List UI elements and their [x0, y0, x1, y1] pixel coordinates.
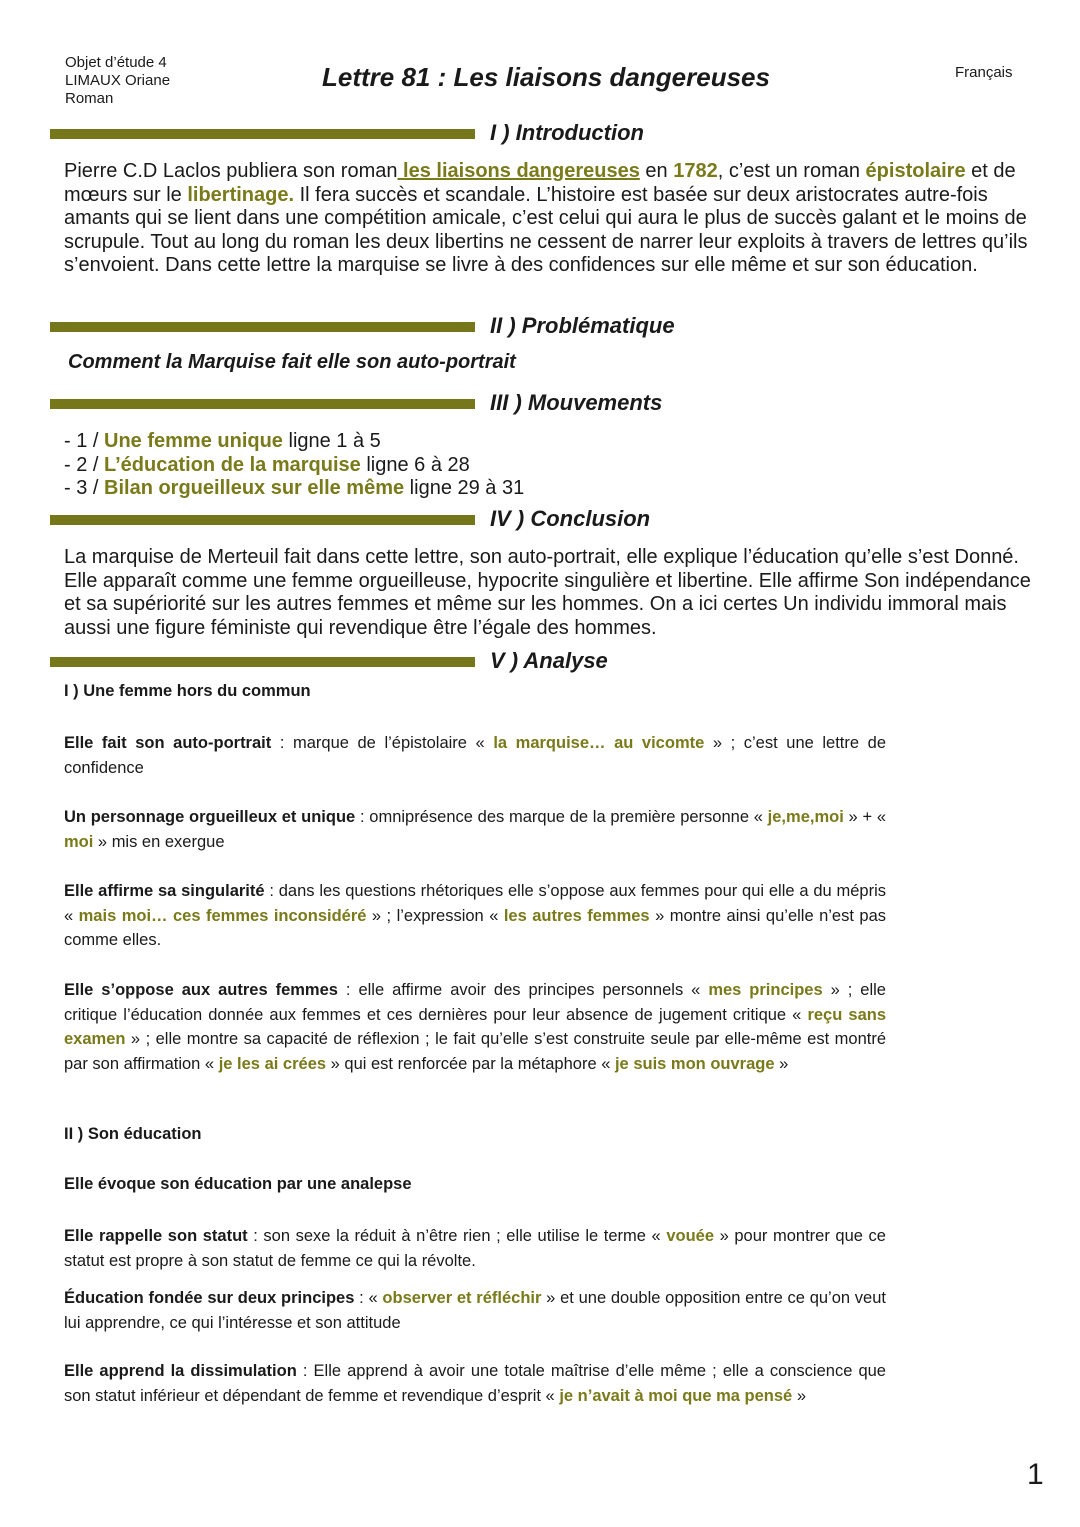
movement-lines: ligne 6 à 28 [360, 453, 470, 476]
section-bar [50, 515, 475, 525]
intro-text: , c’est un roman [717, 160, 866, 182]
page-title: Lettre 81 : Les liaisons dangereuses [322, 62, 770, 92]
movement-title: Une femme unique [104, 430, 283, 452]
point-text: » [774, 1054, 789, 1073]
section-title: III ) Mouvements [490, 390, 663, 415]
analysis-point [64, 879, 886, 953]
movement-title: Bilan orgueilleux sur elle même [104, 477, 405, 499]
point-quote: moi [64, 832, 94, 851]
movement-prefix: - 1 / [64, 430, 105, 452]
point-text: : elle affirme avoir des principes personnels « [337, 981, 709, 999]
point-text: : omniprésence des marque de la première personne « [355, 808, 768, 826]
point-text: » ; c’est une lettre de confidence [64, 734, 886, 777]
point-text: » pour montrer que ce statut est propre à son statut de femme ce qui la révolte. [64, 1227, 886, 1270]
analysis-point [64, 1359, 886, 1408]
point-text: » montre ainsi qu’elle n’est pas comme elles. [64, 906, 887, 949]
point-quote: je les ai crées [218, 1054, 327, 1073]
point-heading: Elle s’oppose aux autres femmes [64, 981, 338, 999]
intro-highlight-theme: libertinage. [187, 183, 295, 206]
point-quote: je suis mon ouvrage [614, 1054, 775, 1073]
intro-text: en [639, 160, 674, 182]
point-text: : son sexe la réduit à n’être rien ; elle utilise le terme « [247, 1227, 667, 1245]
point-text: » + « [843, 808, 886, 826]
point-text: » ; elle montre sa capacité de réflexion ; le fait qu’elle s’est construite seule par elle-même est montré par son affirmation « [64, 1030, 886, 1073]
intro-highlight-title: les liaisons dangereuses [397, 160, 640, 182]
point-text: » mis en exergue [93, 832, 225, 851]
section-bar [50, 399, 475, 409]
point-text: » et une double opposition entre ce qu’on veut lui apprendre, ce qui l’intéresse et son attitude [64, 1289, 886, 1332]
movement-item [64, 454, 470, 478]
meta-author: LIMAUX Oriane [65, 72, 171, 89]
section-bar [50, 657, 475, 667]
movement-item [64, 430, 381, 454]
point-heading: Elle rappelle son statut [64, 1227, 248, 1245]
analysis-point [64, 978, 886, 1076]
point-quote: je n’avait à moi que ma pensé [559, 1386, 793, 1405]
point-heading: Éducation fondée sur deux principes [64, 1289, 355, 1307]
intro-text: Il fera succès et scandale. L’histoire est basée sur deux aristocrates autre-fois amants qui se lient dans une compétition amicale, c’est celui qui aura le plus de succès galant et le moins de scrupule. Tout au long du roman les deux libertins ne cessent de narrer leur exploits à travers de lettres qu’ils s’envoient. Dans cette lettre la marquise se livre à des confidences sur elle même et sur son éducation. [64, 183, 1028, 276]
point-text: : « [354, 1289, 383, 1307]
analysis-point [64, 731, 886, 780]
intro-highlight-genre: épistolaire [865, 160, 966, 182]
point-quote: observer et réfléchir [382, 1289, 542, 1307]
analysis-point [64, 1224, 886, 1273]
section-title: IV ) Conclusion [490, 506, 651, 531]
point-heading: Elle fait son auto-portrait [64, 734, 272, 752]
point-quote: la marquise… au vicomte [493, 734, 705, 752]
section-title: I ) Introduction [490, 120, 644, 145]
point-quote: mais moi… ces femmes inconsidéré [78, 906, 367, 925]
document-meta [65, 54, 170, 108]
analysis-point [64, 805, 886, 854]
analysis-point [64, 1286, 886, 1335]
intro-highlight-year: 1782 [673, 160, 718, 182]
section-title: II ) Problématique [490, 313, 675, 338]
introduction-paragraph [64, 160, 1044, 278]
point-text: » ; l’expression « [366, 906, 504, 925]
page-number: 1 [1027, 1458, 1044, 1491]
analysis-part-title: II ) Son éducation [64, 1125, 202, 1143]
section-bar [50, 129, 475, 139]
movement-prefix: - 2 / [64, 453, 105, 476]
section-bar [50, 322, 475, 332]
analysis-point-heading: Elle évoque son éducation par une analepse [64, 1175, 412, 1193]
point-quote: reçu sans examen [64, 1005, 886, 1048]
point-text: » qui est renforcée par la métaphore « [326, 1054, 615, 1073]
point-text: : marque de l’épistolaire « [271, 734, 494, 752]
point-text: » ; elle critique l’éducation donnée aux femmes et ces dernières pour leur absence de jugement critique « [64, 981, 886, 1024]
point-heading: Elle affirme sa singularité [64, 882, 265, 900]
point-quote: mes principes [708, 981, 823, 999]
point-quote: les autres femmes [503, 906, 650, 925]
meta-genre: Roman [65, 90, 114, 107]
point-text: : Elle apprend à avoir une totale maîtrise d’elle même ; elle a conscience que son statut inférieur et dépendant de femme et revendique d’esprit « [64, 1362, 886, 1405]
point-quote: je,me,moi [767, 808, 844, 826]
meta-study-object: Objet d’étude 4 [65, 54, 167, 71]
problematic-question: Comment la Marquise fait elle son auto-portrait [68, 351, 516, 373]
movement-lines: ligne 29 à 31 [404, 477, 525, 499]
movement-lines: ligne 1 à 5 [282, 430, 381, 452]
intro-text: Pierre C.D Laclos publiera son roman [64, 160, 398, 182]
point-heading: Elle apprend la dissimulation [64, 1362, 297, 1380]
point-quote: vouée [666, 1227, 714, 1245]
intro-text: et de mœurs sur le [64, 160, 1016, 206]
movement-title: L’éducation de la marquise [104, 453, 361, 476]
point-heading: Un personnage orgueilleux et unique [64, 808, 356, 826]
section-title: V ) Analyse [490, 648, 608, 673]
point-text: : dans les questions rhétoriques elle s’oppose aux femmes pour qui elle a du mépris « [64, 882, 886, 925]
conclusion-paragraph: La marquise de Merteuil fait dans cette lettre, son auto-portrait, elle explique l’éducation qu’elle s’est Donné. Elle apparaît comme une femme orgueilleuse, hypocrite singulière et libertine. Elle affirme Son indépendance et sa supériorité sur les autres femmes et même sur les hommes. On a ici certes Un individu immoral mais aussi une figure féministe qui revendique être l’égale des hommes. [64, 546, 1031, 639]
movement-item [64, 477, 524, 501]
subject-label: Français [955, 64, 1013, 81]
analysis-part-title: I ) Une femme hors du commun [64, 682, 311, 700]
point-text: » [792, 1386, 806, 1405]
movement-prefix: - 3 / [64, 477, 105, 499]
